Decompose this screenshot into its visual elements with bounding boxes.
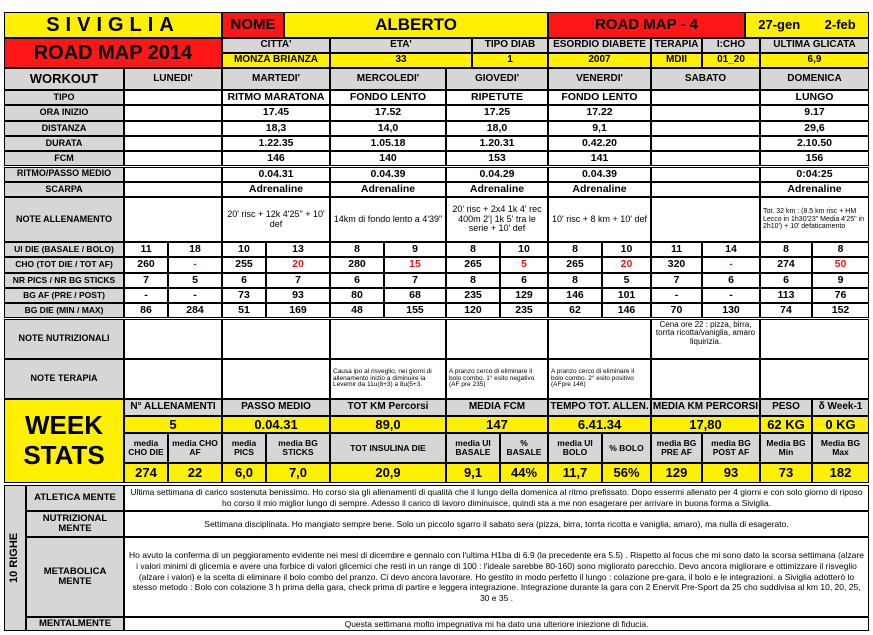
- row-label: NOTE ALLENAMENTO: [4, 197, 124, 242]
- stat-cell-right: 6: [500, 273, 548, 288]
- stat-cell-left: 8: [446, 273, 500, 288]
- row-label: DISTANZA: [4, 121, 124, 136]
- workout-cell: 1.20.31: [446, 136, 548, 151]
- ten-rows-label: [4, 485, 26, 631]
- week-stat-label: MEDIA KM PERCORSI: [651, 399, 760, 416]
- week-stat-label: media CHO DIE: [124, 433, 168, 463]
- note-allenamento-cell: 14km di fondo lento a 4'39": [330, 197, 446, 242]
- note-allenamento-cell: 20' risc + 2x4 1k 4' rec 400m 2'| 1k 5' tra le serie + 10' def: [446, 197, 548, 242]
- stat-cell-left: 86: [124, 303, 168, 318]
- week-stat-value: 89,0: [330, 416, 446, 433]
- workout-cell: [124, 167, 222, 182]
- stat-cell-right: 235: [500, 303, 548, 318]
- stat-cell-right: 169: [266, 303, 330, 318]
- workout-cell: LUNGO: [760, 90, 869, 105]
- stat-cell-right: 93: [266, 288, 330, 303]
- note-terapia-cell: [124, 359, 222, 399]
- row-label: NOTE TERAPIA: [4, 359, 124, 399]
- note-nutrizionali-cell: [548, 319, 651, 359]
- stat-cell-right: 5: [168, 273, 222, 288]
- workout-cell: Adrenaline: [548, 182, 651, 197]
- week-stat-value: 44%: [500, 463, 548, 483]
- stat-cell-right: 18: [168, 242, 222, 257]
- week-stat-label: PESO: [760, 399, 812, 416]
- ten-rows-item-label: MENTALMENTE: [26, 617, 124, 631]
- note-nutrizionali-cell: [330, 319, 446, 359]
- note-nutrizionali-cell: [446, 319, 548, 359]
- field-label: CITTA': [222, 38, 330, 53]
- week-stat-value: 56%: [602, 463, 651, 483]
- day-header: LUNEDI': [124, 68, 222, 90]
- week-title: [4, 399, 124, 483]
- ten-rows-item-text: Ho avuto la conferma di un peggioramento evidente nei mesi di dicembre e gennaio con l'ultima H1ba di 6.9 (la precedente era 5.5) . Rispetto al focus che mi sono dato la scorsa settimana (alzare i valori minimi di glicemia e avere una forbice di valori glicemici che resti in un range di 100 : l'ideale sarebbe 80-160) sono migliorato parecchio. Devo ancora migliorare e ottimizzare il risveglio (alzare i valori) e la scelta di eliminare il bolo combo del pranzo. Ci devo ancora lavorare. Ho gestito in modo perfetto il lungo : colazione pre-gara, il bolo e le integrazioni. a Siviglia adotterò lo stesso metodo : Bolo con colazione 3 h prima della gara, check prima di partire e leggera integrazione. Integrazione durante la gara con 2 Enervit Pre-Sport da 25 cho suddivisa al km 10, 20, 25, 30 e 35 .: [124, 537, 869, 617]
- week-stat-value: 5: [124, 416, 222, 433]
- workout-cell: 1.05.18: [330, 136, 446, 151]
- workout-cell: 0.42.20: [548, 136, 651, 151]
- week-stat-label: media CHO AF: [168, 433, 222, 463]
- week-stat-value: 62 KG: [760, 416, 812, 433]
- date-to: 2-feb: [824, 17, 856, 33]
- stat-cell-left: 7: [651, 273, 702, 288]
- field-label: ULTIMA GLICATA: [760, 38, 869, 53]
- note-allenamento-cell: 20' risc + 12k 4'25" + 10' def: [222, 197, 330, 242]
- workout-cell: 140: [330, 151, 446, 166]
- row-label: TIPO: [4, 90, 124, 105]
- week-stat-value: 20,9: [330, 463, 446, 483]
- note-nutrizionali-cell: [760, 319, 869, 359]
- stat-cell-right: 129: [500, 288, 548, 303]
- row-label: BG DIE (MIN / MAX): [4, 303, 124, 318]
- stat-cell-right: 76: [812, 288, 869, 303]
- row-label: UI DIE (BASALE / BOLO): [4, 242, 124, 257]
- note-terapia-cell: Causa ipo al risveglio, nei giorni di allenamento inizio a diminuire la Levemir da 11u(8+3) a 8u(5+3.: [330, 359, 446, 399]
- week-stat-value: 6.41.34: [548, 416, 651, 433]
- ten-rows-item-text: Questa settimana molto impegnativa mi ha dato una ulteriore iniezione di fiducia.: [124, 617, 869, 631]
- ten-rows-label-text: 10 RIGHE: [8, 532, 21, 584]
- week-stat-label: % BOLO: [602, 433, 651, 463]
- note-nutrizionali-cell: [222, 319, 330, 359]
- stat-cell-right: 7: [266, 273, 330, 288]
- stat-cell-right: 101: [602, 288, 651, 303]
- stat-cell-left: 11: [651, 242, 702, 257]
- workout-cell: 0.04.31: [222, 167, 330, 182]
- stat-cell-right: 50: [812, 257, 869, 272]
- week-stat-label: media BG PRE AF: [651, 433, 702, 463]
- row-label: NOTE NUTRIZIONALI: [4, 319, 124, 359]
- nome-label: NOME: [222, 12, 284, 38]
- stat-cell-left: 8: [548, 273, 602, 288]
- day-header: MARTEDI': [222, 68, 330, 90]
- week-stat-value: 0 KG: [812, 416, 869, 433]
- stat-cell-left: 146: [548, 288, 602, 303]
- week-stat-label: MEDIA FCM: [446, 399, 548, 416]
- workout-cell: [124, 105, 222, 120]
- stat-cell-right: -: [168, 257, 222, 272]
- stat-cell-left: 265: [548, 257, 602, 272]
- day-header: SABATO: [651, 68, 760, 90]
- field-value: MDII: [651, 53, 702, 68]
- day-header: DOMENICA: [760, 68, 869, 90]
- roadmap-week: ROAD MAP - 4: [548, 12, 745, 38]
- row-label: DURATA: [4, 136, 124, 151]
- workout-cell: [651, 90, 760, 105]
- stat-cell-left: 73: [222, 288, 266, 303]
- workout-cell: RIPETUTE: [446, 90, 548, 105]
- stat-cell-right: 20: [266, 257, 330, 272]
- ten-rows-item-label: ATLETICA MENTE: [26, 485, 124, 511]
- workout-cell: [651, 121, 760, 136]
- workout-cell: 17.45: [222, 105, 330, 120]
- workout-cell: 9.17: [760, 105, 869, 120]
- week-stat-value: 22: [168, 463, 222, 483]
- stat-cell-right: 130: [702, 303, 760, 318]
- week-stat-value: 147: [446, 416, 548, 433]
- note-terapia-cell: [651, 359, 760, 399]
- note-nutrizionali-cell: Cena ore 22 : pizza, birra, torrta ricotta/vaniglia, amaro liquirizia.: [651, 319, 760, 359]
- note-terapia-cell: A pranzo cerco di eliminare il bolo combo. 1° esito negativo (AF pre 235): [446, 359, 548, 399]
- ten-rows-item-text: Ultima settimana di carico sostenuta benissimo. Ho corso sia gli allenamenti di qualità che il lungo della domenica al ritmo prefissato. Dopo essermi allenato per 4 giorni e con solo giorno di riposo ho corso il mio miglior lungo di sempre. Adesso il carico di lavoro diminuisce, quindi sta a me non esagerare per arrivare in buona forma a Siviglia.: [124, 485, 869, 511]
- stat-cell-left: 48: [330, 303, 384, 318]
- week-stat-value: 93: [702, 463, 760, 483]
- field-value: 6,9: [760, 53, 869, 68]
- stat-cell-right: 7: [384, 273, 446, 288]
- stat-cell-right: 6: [702, 273, 760, 288]
- stat-cell-left: 274: [760, 257, 812, 272]
- workout-cell: 29,6: [760, 121, 869, 136]
- week-stat-value: 182: [812, 463, 869, 483]
- day-header: MERCOLEDI': [330, 68, 446, 90]
- workout-cell: 0:04:25: [760, 167, 869, 182]
- workout-cell: [651, 167, 760, 182]
- week-stat-label: δ Week-1: [812, 399, 869, 416]
- stat-cell-left: 7: [124, 273, 168, 288]
- week-stat-value: 274: [124, 463, 168, 483]
- week-title-line1: WEEK: [25, 410, 103, 441]
- week-stat-value: 7,0: [266, 463, 330, 483]
- week-stat-value: 6,0: [222, 463, 266, 483]
- workout-cell: 153: [446, 151, 548, 166]
- stat-cell-right: 68: [384, 288, 446, 303]
- week-stat-label: media BG POST AF: [702, 433, 760, 463]
- week-stat-label: TOT INSULINA DIE: [330, 433, 446, 463]
- week-stat-label: media PICS: [222, 433, 266, 463]
- workout-cell: RITMO MARATONA: [222, 90, 330, 105]
- workout-cell: [651, 105, 760, 120]
- stat-cell-left: 51: [222, 303, 266, 318]
- workout-cell: 0.04.39: [330, 167, 446, 182]
- stat-cell-left: -: [651, 288, 702, 303]
- note-terapia-cell: [760, 359, 869, 399]
- workout-cell: 18,3: [222, 121, 330, 136]
- workout-cell: 0.04.29: [446, 167, 548, 182]
- week-stat-value: 129: [651, 463, 702, 483]
- field-value: MONZA BRIANZA: [222, 53, 330, 68]
- workout-cell: 9,1: [548, 121, 651, 136]
- workout-cell: 17.25: [446, 105, 548, 120]
- stat-cell-left: 6: [760, 273, 812, 288]
- ten-rows-item-label: METABOLICA MENTE: [26, 537, 124, 617]
- week-stat-label: Media BG Min: [760, 433, 812, 463]
- workout-cell: Adrenaline: [222, 182, 330, 197]
- row-label: SCARPA: [4, 182, 124, 197]
- row-label: BG AF (PRE / POST): [4, 288, 124, 303]
- workout-cell: [124, 90, 222, 105]
- workout-cell: 14,0: [330, 121, 446, 136]
- day-header: GIOVEDI': [446, 68, 548, 90]
- date-from: 27-gen: [758, 17, 801, 33]
- note-allenamento-cell: 10' risc + 8 km + 10' def: [548, 197, 651, 242]
- workout-cell: 0.04.39: [548, 167, 651, 182]
- stat-cell-left: 260: [124, 257, 168, 272]
- stat-cell-right: 146: [602, 303, 651, 318]
- stat-cell-left: 74: [760, 303, 812, 318]
- stat-cell-left: 70: [651, 303, 702, 318]
- stat-cell-left: 62: [548, 303, 602, 318]
- stat-cell-left: 8: [330, 242, 384, 257]
- workout-cell: 146: [222, 151, 330, 166]
- row-label: RITMO/PASSO MEDIO: [4, 167, 124, 182]
- stat-cell-left: -: [124, 288, 168, 303]
- ten-rows-item-label: NUTRIZIONAL MENTE: [26, 511, 124, 537]
- week-stat-value: 17,80: [651, 416, 760, 433]
- stat-cell-left: 235: [446, 288, 500, 303]
- row-label: NR PICS / NR BG STICKS: [4, 273, 124, 288]
- workout-cell: 141: [548, 151, 651, 166]
- week-title-line2: STATS: [23, 440, 105, 470]
- week-stat-label: TOT KM Percorsi: [330, 399, 446, 416]
- row-label: FCM: [4, 151, 124, 166]
- stat-cell-right: 15: [384, 257, 446, 272]
- workout-cell: 17.52: [330, 105, 446, 120]
- week-stat-label: media UI BOLO: [548, 433, 602, 463]
- stat-cell-left: 120: [446, 303, 500, 318]
- field-label: TIPO DIAB: [472, 38, 548, 53]
- stat-cell-right: 8: [812, 242, 869, 257]
- workout-cell: Adrenaline: [446, 182, 548, 197]
- roadmap-title: ROAD MAP 2014: [4, 38, 222, 68]
- workout-cell: [651, 151, 760, 166]
- workout-cell: FONDO LENTO: [548, 90, 651, 105]
- field-value: 2007: [548, 53, 651, 68]
- stat-cell-left: 10: [222, 242, 266, 257]
- nome-value: ALBERTO: [284, 12, 548, 38]
- date-range: [745, 12, 869, 38]
- workout-title: WORKOUT: [4, 68, 124, 90]
- week-stat-value: 9,1: [446, 463, 500, 483]
- workout-cell: 156: [760, 151, 869, 166]
- week-stat-label: media UI BASALE: [446, 433, 500, 463]
- city-title: SIVIGLIA: [4, 12, 222, 38]
- stat-cell-right: 9: [384, 242, 446, 257]
- workout-cell: Adrenaline: [330, 182, 446, 197]
- ten-rows-item-text: Settimana disciplinata. Ho mangiato sempre bene. Solo un piccolo sgarro il sabato sera (pizza, birra, torrta ricotta e vaniglia, amaro), ma nulla di esagerato.: [124, 511, 869, 537]
- week-stat-label: PASSO MEDIO: [222, 399, 330, 416]
- stat-cell-right: 10: [602, 242, 651, 257]
- field-label: ETA': [330, 38, 472, 53]
- workout-cell: 18,0: [446, 121, 548, 136]
- stat-cell-right: 9: [812, 273, 869, 288]
- stat-cell-left: 8: [446, 242, 500, 257]
- stat-cell-right: -: [702, 257, 760, 272]
- note-allenamento-cell: [651, 197, 760, 242]
- workout-cell: FONDO LENTO: [330, 90, 446, 105]
- field-label: I:CHO: [702, 38, 760, 53]
- stat-cell-right: -: [168, 288, 222, 303]
- workout-cell: [124, 182, 222, 197]
- stat-cell-left: 265: [446, 257, 500, 272]
- day-header: VENERDI': [548, 68, 651, 90]
- stat-cell-left: 8: [760, 242, 812, 257]
- week-stat-value: 11,7: [548, 463, 602, 483]
- stat-cell-left: 320: [651, 257, 702, 272]
- note-allenamento-cell: Tot. 32 km : (8.5 km risc + HM Lecco in 1h30'23" Media 4'25" in 2h10') + 10' defaticamento: [760, 197, 869, 242]
- stat-cell-left: 113: [760, 288, 812, 303]
- stat-cell-left: 6: [330, 273, 384, 288]
- workout-cell: 1.22.35: [222, 136, 330, 151]
- field-value: 01_20: [702, 53, 760, 68]
- stat-cell-left: 280: [330, 257, 384, 272]
- stat-cell-right: 5: [500, 257, 548, 272]
- stat-cell-right: 155: [384, 303, 446, 318]
- note-terapia-cell: A pranzo cerco di eliminare il bolo combo. 2° esito positivo (AFpre 146): [548, 359, 651, 399]
- workout-cell: [124, 151, 222, 166]
- workout-cell: 2.10.50: [760, 136, 869, 151]
- stat-cell-left: 8: [548, 242, 602, 257]
- workout-cell: [124, 121, 222, 136]
- workout-cell: 17.22: [548, 105, 651, 120]
- week-stat-label: % BASALE: [500, 433, 548, 463]
- week-stat-label: media BG STICKS: [266, 433, 330, 463]
- note-allenamento-cell: [124, 197, 222, 242]
- row-label: ORA INIZIO: [4, 105, 124, 120]
- stat-cell-right: 284: [168, 303, 222, 318]
- week-stat-label: N° ALLENAMENTI: [124, 399, 222, 416]
- stat-cell-right: 5: [602, 273, 651, 288]
- week-stat-value: 73: [760, 463, 812, 483]
- row-label: CHO (TOT DIE / TOT AF): [4, 257, 124, 272]
- field-label: ESORDIO DIABETE: [548, 38, 651, 53]
- stat-cell-left: 11: [124, 242, 168, 257]
- stat-cell-left: 80: [330, 288, 384, 303]
- field-label: TERAPIA: [651, 38, 702, 53]
- workout-cell: Adrenaline: [760, 182, 869, 197]
- stat-cell-right: -: [702, 288, 760, 303]
- workout-cell: [124, 136, 222, 151]
- stat-cell-right: 13: [266, 242, 330, 257]
- stat-cell-right: 14: [702, 242, 760, 257]
- stat-cell-right: 152: [812, 303, 869, 318]
- stat-cell-left: 6: [222, 273, 266, 288]
- field-value: 33: [330, 53, 472, 68]
- week-stat-value: 0.04.31: [222, 416, 330, 433]
- note-terapia-cell: [222, 359, 330, 399]
- stat-cell-right: 20: [602, 257, 651, 272]
- field-value: 1: [472, 53, 548, 68]
- workout-cell: [651, 136, 760, 151]
- note-nutrizionali-cell: [124, 319, 222, 359]
- week-stat-label: Media BG Max: [812, 433, 869, 463]
- week-stat-label: TEMPO TOT. ALLEN.: [548, 399, 651, 416]
- stat-cell-right: 10: [500, 242, 548, 257]
- stat-cell-left: 255: [222, 257, 266, 272]
- workout-cell: [651, 182, 760, 197]
